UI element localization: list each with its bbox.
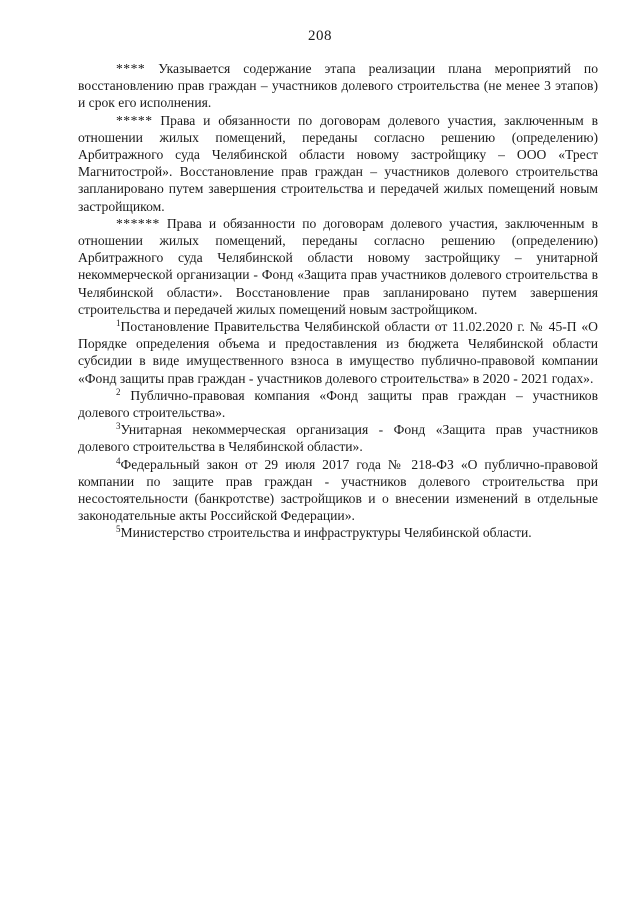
page-number: 208: [308, 28, 332, 44]
note-marker: *****: [116, 112, 153, 128]
footnote-text: Федеральный закон от 29 июля 2017 года № 218-ФЗ «О публично-правовой компании по защите прав граждан - участников долевого строительства при несостоятельности (банкротстве) застройщиков и о внесении изменений в отдельные законодательные акты Российской Федерации».: [78, 456, 598, 524]
footnote-paragraph: [78, 421, 598, 455]
note-paragraph: [78, 112, 598, 215]
note-text: Права и обязанности по договорам долевого участия, заключенным в отношении жилых помещений, переданы согласно решению (определению) Арбитражного суда Челябинской области новому застройщику – ООО «Трест Магнитострой». Восстановление прав граждан – участников долевого строительства запланировано путем завершения строительства и передачей жилых помещений новым застройщиком.: [78, 112, 598, 214]
note-marker: ******: [116, 215, 160, 231]
footnote-text: Министерство строительства и инфраструктуры Челябинской области.: [120, 525, 532, 541]
note-text: Права и обязанности по договорам долевого участия, заключенным в отношении жилых помещений, переданы согласно решению (определению) Арбитражного суда Челябинской области новому застройщику – унитарной некоммерческой организации - Фонд «Защита прав участников долевого строительства в Челябинской области». Восстановление прав запланировано путем завершения строительства и передачей жилых помещений новым застройщиком.: [78, 215, 598, 317]
note-paragraph: [78, 60, 598, 112]
footnote-text: Публично-правовая компания «Фонд защиты прав граждан – участников долевого строительства».: [78, 387, 598, 421]
footnote-marker: 3: [116, 421, 121, 432]
footnote-marker: 4: [116, 455, 121, 466]
note-paragraph: [78, 215, 598, 318]
footnote-text: Постановление Правительства Челябинской области от 11.02.2020 г. № 45-П «О Порядке определения объема и предоставления из бюджета Челябинской области субсидии в виде имущественного взноса в имущество публично-правовой компании «Фонд защиты прав граждан - участников долевого строительства» в 2020 - 2021 годах».: [78, 319, 598, 386]
footnote-marker: 1: [116, 318, 121, 329]
note-marker: ****: [116, 61, 146, 76]
footnote-marker: 5: [116, 524, 121, 535]
page-body: [78, 60, 598, 542]
footnote-paragraph: [78, 318, 598, 387]
note-text: Указывается содержание этапа реализации плана мероприятий по восстановлению прав граждан – участников долевого строительства (не менее 3 этапов) и срок его исполнения.: [78, 61, 598, 111]
footnote-paragraph: [78, 456, 598, 525]
footnote-paragraph: [78, 524, 598, 541]
footnote-text: Унитарная некоммерческая организация - Фонд «Защита прав участников долевого строительства в Челябинской области».: [78, 422, 598, 455]
footnote-marker: 2: [116, 386, 121, 397]
footnote-paragraph: [78, 387, 598, 421]
